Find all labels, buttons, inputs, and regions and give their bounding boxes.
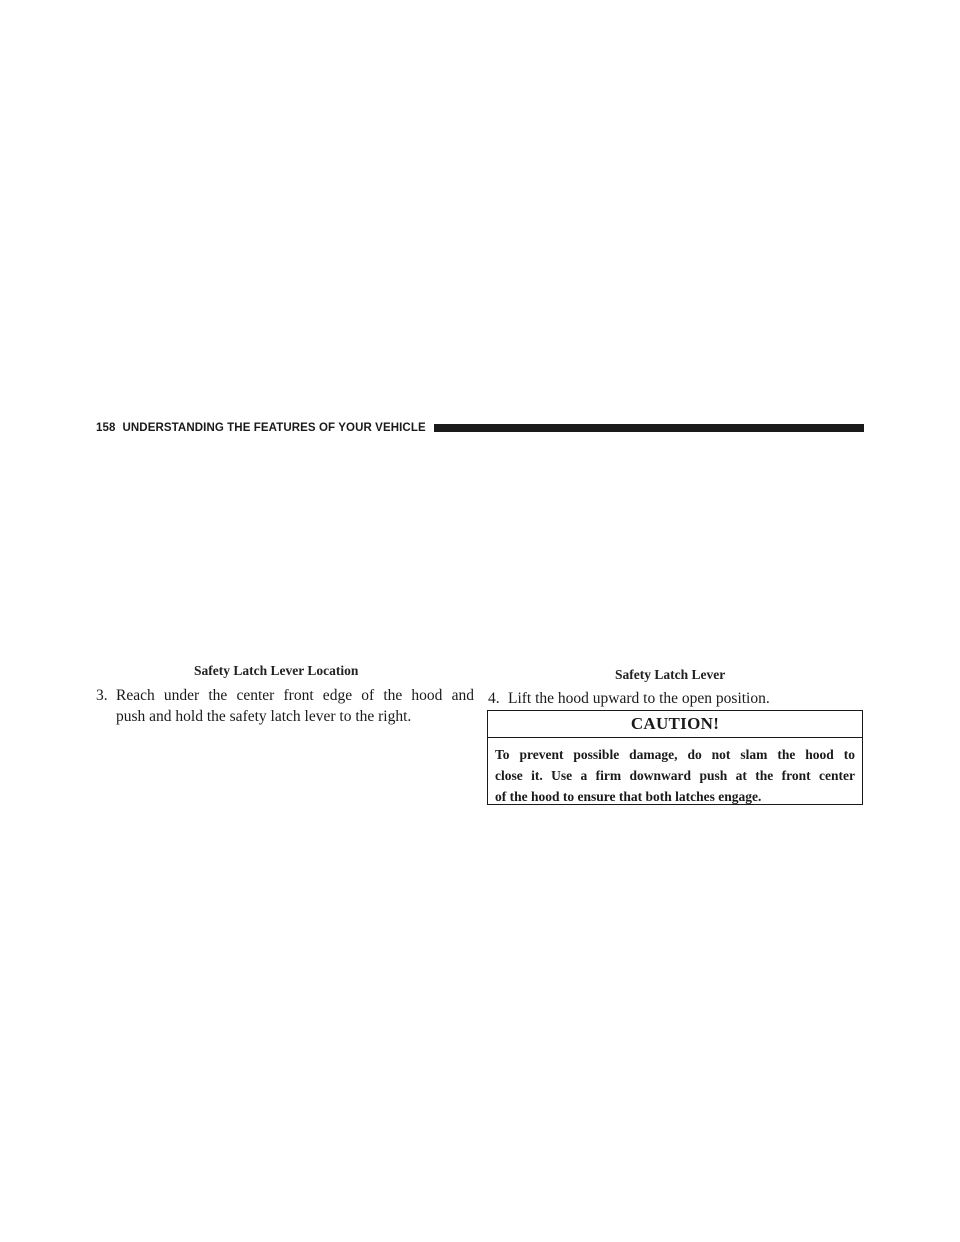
- step-3: [96, 685, 474, 727]
- step-4-number: 4.: [488, 690, 500, 707]
- step-3-line-1: [96, 685, 474, 706]
- caution-box: [487, 710, 863, 805]
- caution-line-1: To prevent possible damage, do not slam the hood to: [495, 747, 855, 762]
- header-rule: [434, 424, 864, 432]
- caution-line-3: of the hood to ensure that both latches engage.: [495, 789, 762, 804]
- caution-body: [488, 738, 862, 807]
- figure-caption-left: Safety Latch Lever Location: [194, 663, 359, 678]
- step-3-text-1: Reach under the center front edge of the hood and: [116, 687, 474, 704]
- section-title: UNDERSTANDING THE FEATURES OF YOUR VEHICLE: [122, 422, 426, 434]
- page-header: [96, 418, 864, 438]
- page-number: 158: [96, 422, 116, 434]
- figure-caption-right: Safety Latch Lever: [615, 667, 726, 682]
- caution-title: CAUTION!: [488, 711, 862, 738]
- step-3-number: 3.: [96, 687, 108, 704]
- step-3-line-2: push and hold the safety latch lever to the right.: [116, 708, 412, 725]
- step-4-text: Lift the hood upward to the open position.: [508, 690, 770, 707]
- step-4: [488, 688, 864, 709]
- caution-line-2: close it. Use a firm downward push at the front center: [495, 768, 855, 783]
